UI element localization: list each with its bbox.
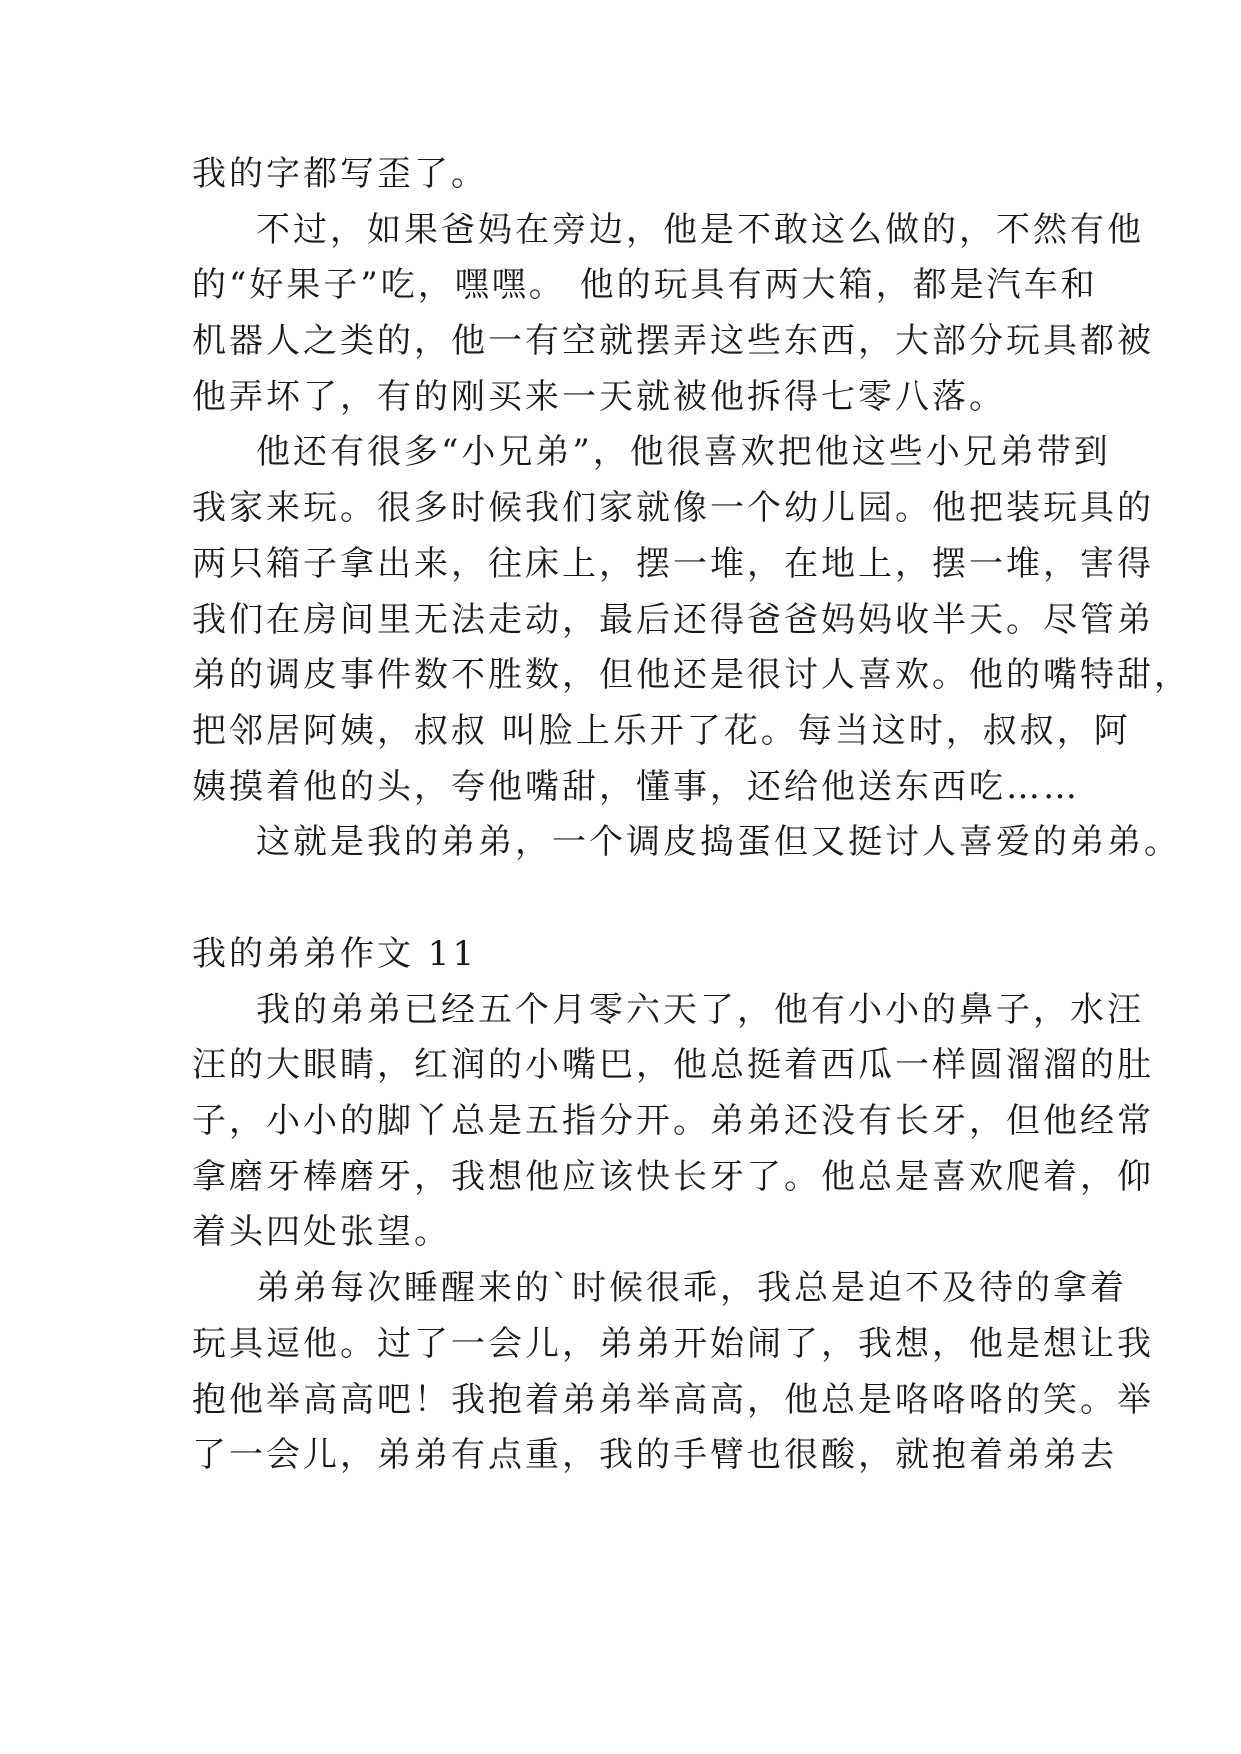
paragraph-start: 我的弟弟已经五个月零六天了，他有小小的鼻子，水汪 (256, 990, 1144, 1030)
text-line: 姨摸着他的头，夸他嘴甜，懂事，还给他送东西吃…… (192, 767, 1080, 807)
text-line: 抱他举高高吧！我抱着弟弟举高高，他总是咯咯咯的笑。举 (192, 1380, 1154, 1420)
paragraph-start: 这就是我的弟弟，一个调皮捣蛋但又挺讨人喜爱的弟弟。 (256, 822, 1181, 862)
text-line: 的“好果子”吃，嘿嘿。 他的玩具有两大箱，都是汽车和 (192, 265, 1098, 305)
section-title: 我的弟弟作文 11 (192, 934, 478, 974)
text-line: 弟的调皮事件数不胜数，但他还是很讨人喜欢。他的嘴特甜， (192, 655, 1191, 695)
text-line: 拿磨牙棒磨牙，我想他应该快长牙了。他总是喜欢爬着，仰 (192, 1157, 1154, 1197)
text-line: 他弄坏了，有的刚买来一天就被他拆得七零八落。 (192, 377, 1006, 417)
text-line: 两只箱子拿出来，往床上，摆一堆，在地上，摆一堆，害得 (192, 544, 1154, 584)
paragraph-start: 弟弟每次睡醒来的`时候很乖，我总是迫不及待的拿着 (256, 1268, 1127, 1308)
paragraph-start: 不过，如果爸妈在旁边，他是不敢这么做的，不然有他 (256, 210, 1144, 250)
text-line: 子，小小的脚丫总是五指分开。弟弟还没有长牙，但他经常 (192, 1101, 1154, 1141)
text-line: 我家来玩。很多时候我们家就像一个幼儿园。他把装玩具的 (192, 488, 1154, 528)
text-line: 了一会儿，弟弟有点重，我的手臂也很酸，就抱着弟弟去 (192, 1435, 1117, 1475)
text-line: 着头四处张望。 (192, 1212, 451, 1252)
text-line: 玩具逗他。过了一会儿，弟弟开始闹了，我想，他是想让我 (192, 1324, 1154, 1364)
text-line: 我们在房间里无法走动，最后还得爸爸妈妈收半天。尽管弟 (192, 600, 1154, 640)
text-line: 把邻居阿姨，叔叔 叫脸上乐开了花。每当这时，叔叔，阿 (192, 711, 1131, 751)
paragraph-start: 他还有很多“小兄弟”，他很喜欢把他这些小兄弟带到 (256, 432, 1111, 472)
text-line: 我的字都写歪了。 (192, 154, 488, 194)
text-line: 汪的大眼睛，红润的小嘴巴，他总挺着西瓜一样圆溜溜的肚 (192, 1045, 1154, 1085)
text-line: 机器人之类的，他一有空就摆弄这些东西，大部分玩具都被 (192, 321, 1154, 361)
